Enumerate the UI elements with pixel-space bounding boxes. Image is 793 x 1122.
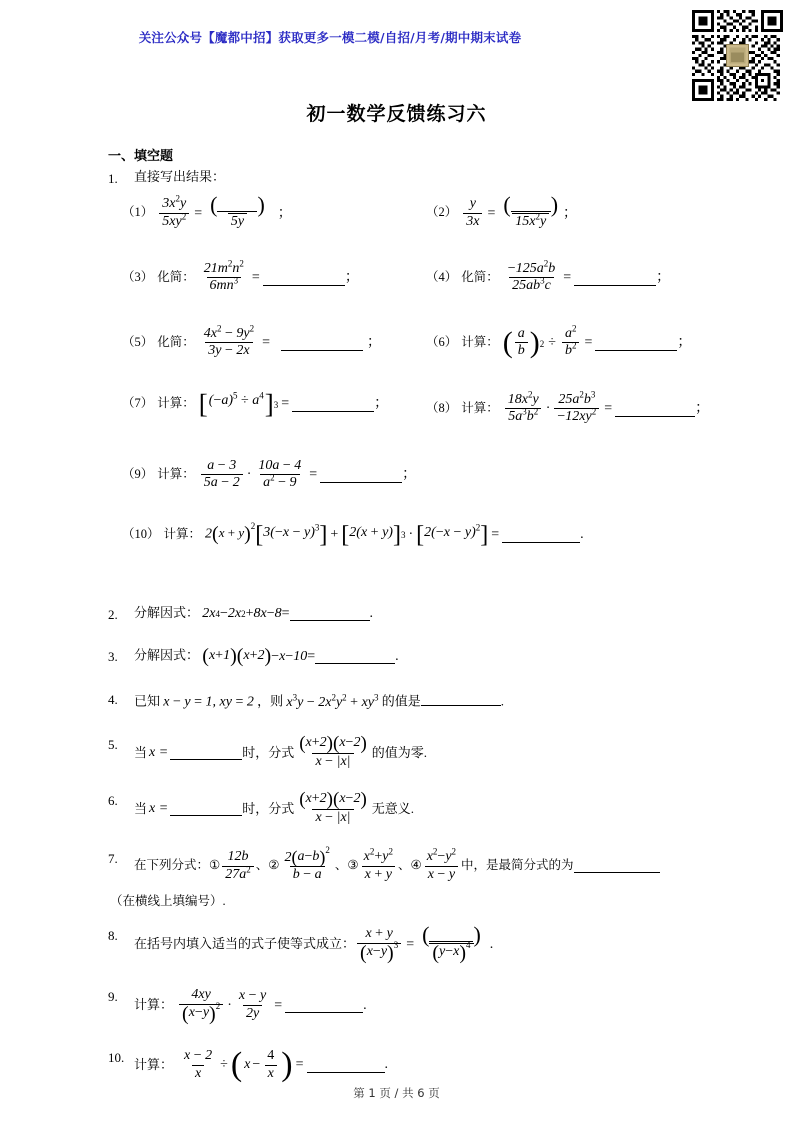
subitem-1-9	[122, 459, 416, 491]
question-7-number: 7.	[108, 850, 118, 866]
subitem-1-10-expression: 2 ( x + y ) $^2$ [ $3(-x - y)^3$ ] + [ 2(x + y) ] 3 · [ $2(-x - y)^2$ ] = .	[205, 521, 584, 548]
question-10	[108, 1045, 688, 1083]
subitem-1-7-expression: [ $(-a)^5 \div a^4$ ] 3 = ；	[198, 388, 389, 419]
question-5-prompt-a: 当	[134, 744, 148, 760]
question-3-number: 3.	[108, 648, 118, 664]
subitem-1-2-expression: $\frac{y}{3x}$ = ( ) $15x^2y$ ；	[461, 197, 577, 230]
question-9-prompt: 计算：	[134, 997, 174, 1013]
question-2-expression: 2 x 4 − 2 x 2 + 8 x − 8 = .	[202, 605, 374, 621]
subitem-1-3-tag: （3）	[122, 269, 154, 284]
page-number-text: 第 1 页 / 共 6 页	[353, 1086, 440, 1100]
question-6-prompt-a: 当	[134, 800, 148, 816]
question-7-mark-3: ③	[347, 858, 359, 873]
question-4: 4. 已知 x − y = 1, xy = 2 ，则 $x^3y - 2x^2y^2 + xy^3$ 的值是 .	[108, 691, 505, 710]
subitem-1-6-expression: ( $\frac{a}{b}$ ) 2 ÷ $\frac{a^2}{b^2}$ = ；	[502, 322, 692, 360]
question-7	[108, 844, 688, 883]
question-6-prompt-c: 无意义.	[371, 800, 415, 816]
question-7-mark-4: ④	[410, 858, 422, 873]
question-1-number: 1.	[108, 171, 118, 187]
qr-code-icon	[692, 10, 783, 101]
subitem-1-10-label: 计算：	[163, 526, 202, 541]
question-3-prompt: 分解因式：	[134, 647, 200, 663]
subitem-1-10-tag: （10）	[122, 526, 160, 541]
subitem-1-3	[122, 257, 359, 294]
question-9	[108, 988, 688, 1023]
question-4-prompt-b: ，则	[257, 693, 284, 709]
subitem-1-8	[426, 388, 710, 425]
page-title: 初一数学反馈练习六	[306, 103, 487, 125]
subitem-1-6-tag: （6）	[426, 334, 458, 349]
question-4-prompt-a: 已知	[134, 693, 161, 709]
subitem-1-8-tag: （8）	[426, 400, 458, 415]
subitem-1-5-expression: $\frac{4x^2 - 9y^2}{3y - 2x}$ = ；	[203, 322, 382, 359]
question-7-prompt: 在下列分式：	[134, 858, 210, 873]
question-4-prompt-c: 的值是	[381, 693, 421, 709]
subitem-1-1-expression: $\frac{3x^2y}{5xy^2}$ = ( ) 5y ；	[157, 197, 292, 230]
subitem-1-5-tag: （5）	[122, 334, 154, 349]
question-3-expression: ( x+1 ) ( x+2 ) − x − 10 = .	[202, 644, 399, 667]
subitem-1-7	[122, 388, 389, 419]
question-7-mark-1: ①	[209, 858, 221, 873]
subitem-1-9-label: 计算：	[157, 466, 195, 481]
subitem-1-9-expression: $\frac{a - 3}{5a - 2}$ · $\frac{10a - 4}{a^2 - 9}$ = ；	[199, 459, 416, 491]
subitem-1-9-tag: （9）	[122, 466, 154, 481]
section-heading-fill-in-blanks: 一、填空题	[108, 149, 174, 164]
question-7-fraction-1: $\frac{12b}{27a^2}$	[220, 850, 256, 882]
question-8-expression: x + y ( x−y ) $^3$ = ( ) ( y−x ) $^4$ .	[355, 927, 493, 963]
question-4-number: 4.	[108, 691, 118, 707]
question-7-note: （在横线上填编号）.	[110, 893, 226, 908]
question-6	[108, 788, 688, 826]
question-3	[108, 644, 688, 667]
question-5-prompt-b: 时，分式	[242, 744, 295, 760]
question-6-expression: ( x+2 ) ( x−2 ) x − |x|	[299, 788, 367, 825]
promo-banner-text: 关注公众号【魔都中招】获取更多一模二模/自招/月考/期中期末试卷	[138, 30, 522, 45]
question-7-tail: 中，是最简分式的为	[461, 858, 574, 873]
question-8	[108, 921, 688, 965]
subitem-1-3-expression: $\frac{21m^2n^2}{6mn^3}$ = ；	[203, 257, 359, 294]
question-5-number: 5.	[108, 736, 118, 752]
subitem-1-5	[122, 322, 382, 359]
subitem-1-10	[122, 521, 584, 548]
question-5-expression: ( x+2 ) ( x−2 ) x − |x|	[299, 732, 367, 770]
exam-content	[108, 149, 710, 1083]
question-6-number: 6.	[108, 792, 118, 808]
subitem-1-1	[122, 191, 292, 230]
subitem-1-4-label: 化简：	[461, 269, 499, 284]
question-4-expression: $x^3y - 2x^2y^2 + xy^3$	[286, 691, 379, 710]
subitem-1-7-label: 计算：	[157, 396, 195, 411]
subitem-1-4	[426, 257, 671, 294]
question-1-prompt: 直接写出结果：	[134, 169, 226, 185]
question-7-sep-2: 、	[334, 858, 348, 873]
question-6-variable: x =	[149, 800, 169, 816]
subitem-1-6	[426, 322, 692, 360]
question-10-prompt: 计算：	[134, 1056, 174, 1072]
question-5-variable: x =	[149, 745, 169, 761]
subitem-1-3-label: 化简：	[157, 269, 195, 284]
subitem-1-8-expression: $\frac{18x^2y}{5a^3b^2}$ · $\frac{25a^2b^3}{-12xy^2}$ = ；	[503, 393, 709, 425]
question-2-number: 2.	[108, 606, 118, 622]
question-8-prompt: 在括号内填入适当的式子使等式成立：	[134, 936, 356, 952]
subitem-1-6-label: 计算：	[461, 334, 499, 349]
question-9-number: 9.	[108, 989, 118, 1005]
subitem-1-4-expression: $\frac{-125a^2b}{25ab^3c}$ = ；	[507, 257, 671, 294]
question-7-sep-3: 、	[397, 858, 411, 873]
subitem-1-1-tag: （1）	[122, 205, 154, 220]
question-7-sep-1: 、	[255, 858, 269, 873]
page-footer	[0, 1085, 793, 1101]
subitem-1-4-tag: （4）	[426, 269, 458, 284]
question-2	[108, 606, 688, 622]
subitem-1-2-tag: （2）	[426, 205, 458, 220]
question-5	[108, 732, 688, 770]
question-1	[108, 170, 688, 186]
question-7-fraction-3: $\frac{x^2+y^2}{x + y}$	[363, 846, 393, 882]
question-10-number: 10.	[108, 1049, 125, 1065]
question-10-expression: $\frac{x - 2}{x}$ ÷ ( x − $\frac{4}{x}$ ) = .	[184, 1045, 389, 1083]
subitem-1-8-label: 计算：	[461, 400, 499, 415]
question-5-prompt-c: 的值为零.	[371, 744, 428, 760]
question-7-fraction-4: $\frac{x^2-y^2}{x - y}$	[426, 846, 457, 882]
question-9-expression: 4xy ( x−y ) $^2$ · $\frac{x - y}{2y}$ = .	[177, 988, 367, 1023]
subitem-1-2	[426, 191, 578, 230]
subitem-1-5-label: 化简：	[157, 334, 195, 349]
question-4-condition: x − y = 1, xy = 2	[163, 694, 254, 710]
question-1-subitems	[108, 191, 710, 592]
question-7-mark-2: ②	[268, 858, 280, 873]
question-7-fraction-2: 2 ( a−b ) $^2$ b − a	[284, 844, 330, 883]
question-2-prompt: 分解因式：	[134, 604, 200, 620]
subitem-1-7-tag: （7）	[122, 396, 154, 411]
question-6-prompt-b: 时，分式	[242, 800, 295, 816]
question-8-number: 8.	[108, 927, 118, 943]
